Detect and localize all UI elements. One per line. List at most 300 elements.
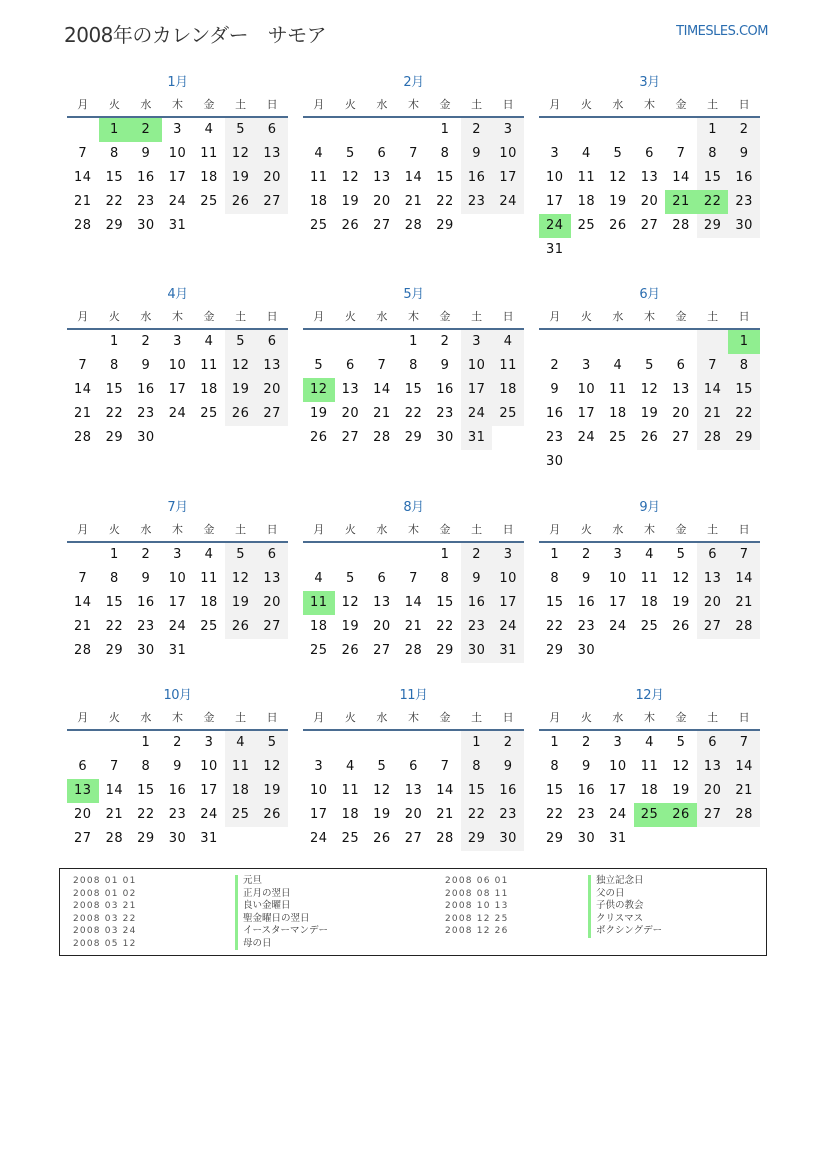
holiday-date: 2008 12 26 <box>445 926 509 936</box>
day-grid <box>539 330 760 474</box>
day-cell: 24 <box>168 619 187 634</box>
weekday-label: 木 <box>171 310 183 323</box>
weekday-label: 金 <box>439 523 451 536</box>
day-cell: 4 <box>314 146 324 161</box>
day-cell: 4 <box>204 334 214 349</box>
day-cell: 14 <box>74 595 92 610</box>
weekday-label: 火 <box>580 711 592 724</box>
weekday-label: 月 <box>549 98 561 111</box>
empty-cell <box>335 118 367 142</box>
empty-cell <box>303 731 335 755</box>
month-name: 1月 <box>167 75 188 90</box>
day-cell: 11 <box>609 382 627 397</box>
weekday-header <box>539 94 760 118</box>
day-cell: 15 <box>137 783 155 798</box>
day-cell: 13 <box>697 567 729 591</box>
weekday-label: 木 <box>171 98 183 111</box>
day-cell: 10 <box>310 783 328 798</box>
empty-cell <box>461 214 493 238</box>
day-cell: 4 <box>645 735 654 750</box>
weekday-label: 木 <box>643 310 655 323</box>
empty-cell <box>256 639 288 663</box>
day-grid <box>67 330 288 450</box>
day-cell: 2 <box>141 547 151 562</box>
weekday-label: 水 <box>140 98 152 111</box>
day-cell: 23 <box>577 807 596 822</box>
empty-cell <box>634 450 666 474</box>
weekday-label: 日 <box>266 711 278 724</box>
weekday-label: 月 <box>313 310 325 323</box>
day-cell: 13 <box>640 170 659 185</box>
day-cell: 30 <box>436 430 454 445</box>
day-cell: 15 <box>697 166 729 190</box>
day-cell: 4 <box>492 330 524 354</box>
weekday-label: 土 <box>235 310 247 323</box>
weekday-label: 火 <box>580 98 592 111</box>
day-cell: 3 <box>613 547 623 562</box>
empty-cell <box>665 450 697 474</box>
weekday-label: 土 <box>235 711 247 724</box>
day-cell: 14 <box>74 382 92 397</box>
day-cell: 29 <box>105 643 124 658</box>
day-cell: 17 <box>310 807 328 822</box>
day-cell: 20 <box>672 406 690 421</box>
day-cell: 10 <box>168 358 187 373</box>
day-cell: 8 <box>550 759 560 774</box>
weekday-label: 水 <box>612 98 624 111</box>
empty-cell <box>398 731 430 755</box>
weekday-label: 水 <box>376 98 388 111</box>
day-cell: 19 <box>341 619 360 634</box>
weekday-label: 月 <box>77 98 89 111</box>
day-cell: 17 <box>492 166 524 190</box>
day-cell: 20 <box>697 591 729 615</box>
empty-cell <box>571 118 603 142</box>
day-cell: 17 <box>577 406 596 421</box>
day-cell: 26 <box>256 803 288 827</box>
weekday-header <box>67 707 288 731</box>
weekday-label: 土 <box>471 523 483 536</box>
empty-cell <box>571 330 603 354</box>
day-cell: 3 <box>173 334 182 349</box>
day-cell: 19 <box>341 194 360 209</box>
day-cell: 5 <box>225 543 257 567</box>
day-cell: 30 <box>137 643 155 658</box>
day-cell: 26 <box>609 218 627 233</box>
empty-cell <box>728 827 760 851</box>
empty-cell <box>571 238 603 262</box>
day-cell: 11 <box>310 170 328 185</box>
empty-cell <box>162 426 194 450</box>
day-cell: 30 <box>168 831 187 846</box>
weekday-label: 火 <box>108 711 120 724</box>
day-cell: 11 <box>492 354 524 378</box>
day-cell: 25 <box>225 803 257 827</box>
day-cell: 21 <box>105 807 124 822</box>
month-8 <box>303 497 524 663</box>
day-cell: 6 <box>697 731 729 755</box>
day-cell: 27 <box>697 803 729 827</box>
day-cell: 12 <box>225 354 257 378</box>
day-cell: 11 <box>200 571 218 586</box>
weekday-label: 土 <box>235 523 247 536</box>
empty-cell <box>193 426 225 450</box>
day-cell: 22 <box>404 406 423 421</box>
empty-cell <box>571 450 603 474</box>
day-cell: 1 <box>550 735 560 750</box>
day-cell: 6 <box>676 358 686 373</box>
day-cell: 15 <box>105 382 124 397</box>
day-cell: 2 <box>581 735 591 750</box>
holiday-list <box>59 868 767 956</box>
empty-cell <box>665 118 697 142</box>
day-cell: 21 <box>404 194 423 209</box>
day-cell: 30 <box>546 454 564 469</box>
holiday-name: 独立記念日 <box>588 875 662 888</box>
holiday-date-column <box>73 875 137 950</box>
weekday-label: 月 <box>313 98 325 111</box>
day-cell: 28 <box>74 430 92 445</box>
day-cell: 17 <box>168 382 187 397</box>
weekday-label: 日 <box>502 711 514 724</box>
day-cell: 20 <box>373 619 391 634</box>
empty-cell <box>492 214 524 238</box>
holiday-day-cell: 12 <box>303 378 335 402</box>
day-cell: 2 <box>728 118 760 142</box>
day-cell: 6 <box>78 759 88 774</box>
day-cell: 18 <box>200 595 218 610</box>
day-cell: 1 <box>409 334 418 349</box>
day-cell: 22 <box>436 619 454 634</box>
empty-cell <box>303 118 335 142</box>
day-cell: 13 <box>404 783 423 798</box>
day-cell: 26 <box>640 430 659 445</box>
day-cell: 30 <box>577 831 596 846</box>
empty-cell <box>398 118 430 142</box>
day-cell: 15 <box>728 378 760 402</box>
day-cell: 27 <box>341 430 360 445</box>
weekday-header <box>539 519 760 543</box>
empty-cell <box>634 330 666 354</box>
day-cell: 24 <box>200 807 218 822</box>
weekday-label: 月 <box>77 711 89 724</box>
day-cell: 18 <box>640 783 659 798</box>
day-cell: 16 <box>461 166 493 190</box>
day-cell: 21 <box>697 402 729 426</box>
weekday-label: 金 <box>675 310 687 323</box>
day-cell: 4 <box>645 547 654 562</box>
empty-cell <box>256 827 288 851</box>
day-cell: 2 <box>141 334 151 349</box>
empty-cell <box>539 118 571 142</box>
weekday-label: 水 <box>612 310 624 323</box>
holiday-date: 2008 10 13 <box>445 901 509 911</box>
day-cell: 27 <box>256 615 288 639</box>
day-cell: 29 <box>546 643 564 658</box>
empty-cell <box>665 639 697 663</box>
day-cell: 10 <box>200 759 218 774</box>
day-cell: 30 <box>137 218 155 233</box>
day-cell: 20 <box>256 591 288 615</box>
weekday-label: 日 <box>738 523 750 536</box>
day-cell: 17 <box>168 170 187 185</box>
day-cell: 8 <box>440 571 450 586</box>
day-cell: 27 <box>74 831 92 846</box>
weekday-label: 木 <box>171 711 183 724</box>
empty-cell <box>602 238 634 262</box>
day-cell: 10 <box>609 759 627 774</box>
day-cell: 25 <box>310 218 328 233</box>
day-cell: 5 <box>314 358 324 373</box>
day-cell: 19 <box>225 166 257 190</box>
day-cell: 2 <box>492 731 524 755</box>
day-cell: 31 <box>200 831 218 846</box>
day-cell: 23 <box>137 194 155 209</box>
day-cell: 29 <box>436 218 454 233</box>
day-cell: 12 <box>225 567 257 591</box>
empty-cell <box>602 118 634 142</box>
day-cell: 26 <box>341 218 360 233</box>
day-grid <box>539 731 760 851</box>
month-1 <box>67 72 288 238</box>
holiday-date: 2008 01 01 <box>73 876 137 886</box>
day-cell: 14 <box>105 783 124 798</box>
site-logo[interactable]: TIMESLES.COM <box>676 24 768 39</box>
day-cell: 29 <box>404 430 423 445</box>
day-cell: 1 <box>550 547 560 562</box>
day-cell: 12 <box>672 571 690 586</box>
day-cell: 21 <box>728 591 760 615</box>
month-name: 11月 <box>399 688 428 703</box>
day-cell: 25 <box>200 406 218 421</box>
weekday-header <box>303 519 524 543</box>
holiday-name: ボクシングデー <box>588 925 662 938</box>
day-cell: 14 <box>404 170 423 185</box>
weekday-label: 金 <box>203 523 215 536</box>
day-cell: 21 <box>74 406 92 421</box>
day-cell: 25 <box>200 194 218 209</box>
day-cell: 15 <box>105 170 124 185</box>
day-cell: 29 <box>436 643 454 658</box>
day-cell: 16 <box>492 779 524 803</box>
day-cell: 28 <box>74 218 92 233</box>
day-cell: 4 <box>314 571 324 586</box>
weekday-label: 木 <box>643 523 655 536</box>
day-cell: 22 <box>546 807 564 822</box>
day-cell: 18 <box>200 382 218 397</box>
holiday-name: イースターマンデー <box>235 925 328 938</box>
holiday-day-cell: 25 <box>634 803 666 827</box>
day-cell: 17 <box>461 378 493 402</box>
day-cell: 25 <box>200 619 218 634</box>
day-cell: 16 <box>577 595 596 610</box>
empty-cell <box>67 543 99 567</box>
day-cell: 30 <box>492 827 524 851</box>
day-cell: 6 <box>697 543 729 567</box>
day-cell: 23 <box>137 406 155 421</box>
empty-cell <box>256 426 288 450</box>
day-cell: 3 <box>204 735 214 750</box>
day-cell: 10 <box>546 170 564 185</box>
holiday-name: 父の日 <box>588 888 662 901</box>
day-cell: 18 <box>310 619 328 634</box>
day-cell: 21 <box>74 194 92 209</box>
day-cell: 16 <box>546 406 564 421</box>
day-cell: 10 <box>461 354 493 378</box>
day-cell: 10 <box>577 382 596 397</box>
day-cell: 12 <box>672 759 690 774</box>
weekday-label: 水 <box>612 523 624 536</box>
day-grid <box>303 543 524 663</box>
holiday-day-cell: 22 <box>697 190 729 214</box>
holiday-day-cell: 24 <box>539 214 571 238</box>
day-cell: 26 <box>225 402 257 426</box>
empty-cell <box>634 827 666 851</box>
day-cell: 5 <box>256 731 288 755</box>
day-cell: 3 <box>314 759 324 774</box>
day-cell: 28 <box>373 430 391 445</box>
day-cell: 5 <box>225 330 257 354</box>
weekday-label: 金 <box>439 310 451 323</box>
day-cell: 23 <box>436 406 454 421</box>
day-cell: 9 <box>440 358 450 373</box>
day-cell: 8 <box>109 146 119 161</box>
day-cell: 16 <box>137 595 155 610</box>
day-grid <box>67 543 288 663</box>
day-cell: 4 <box>225 731 257 755</box>
day-cell: 15 <box>436 595 454 610</box>
day-cell: 14 <box>672 170 690 185</box>
day-cell: 4 <box>613 358 623 373</box>
empty-cell <box>225 639 257 663</box>
month-10 <box>67 685 288 851</box>
month-12 <box>539 685 760 851</box>
weekday-label: 木 <box>643 98 655 111</box>
day-cell: 15 <box>436 170 454 185</box>
day-cell: 4 <box>204 122 214 137</box>
day-cell: 24 <box>609 807 627 822</box>
day-cell: 7 <box>697 354 729 378</box>
day-cell: 21 <box>74 619 92 634</box>
day-cell: 26 <box>672 619 690 634</box>
day-cell: 16 <box>436 382 454 397</box>
day-cell: 16 <box>461 591 493 615</box>
holiday-name: 母の日 <box>235 938 328 951</box>
day-cell: 12 <box>341 170 360 185</box>
day-cell: 12 <box>609 170 627 185</box>
day-cell: 29 <box>137 831 155 846</box>
day-cell: 5 <box>225 118 257 142</box>
day-cell: 6 <box>256 330 288 354</box>
day-cell: 8 <box>550 571 560 586</box>
day-cell: 3 <box>461 330 493 354</box>
day-cell: 21 <box>436 807 454 822</box>
day-cell: 8 <box>461 755 493 779</box>
empty-cell <box>303 330 335 354</box>
day-cell: 17 <box>200 783 218 798</box>
day-cell: 9 <box>581 571 591 586</box>
empty-cell <box>99 731 131 755</box>
holiday-name-column <box>235 875 328 950</box>
holiday-day-cell: 1 <box>728 330 760 354</box>
day-cell: 7 <box>409 146 418 161</box>
day-cell: 8 <box>409 358 418 373</box>
weekday-label: 日 <box>502 98 514 111</box>
day-cell: 14 <box>74 170 92 185</box>
day-cell: 3 <box>173 122 182 137</box>
day-cell: 1 <box>461 731 493 755</box>
day-cell: 11 <box>577 170 596 185</box>
day-cell: 23 <box>461 615 493 639</box>
day-cell: 26 <box>225 615 257 639</box>
day-cell: 24 <box>492 615 524 639</box>
empty-cell <box>634 639 666 663</box>
day-cell: 10 <box>609 571 627 586</box>
day-cell: 10 <box>492 567 524 591</box>
day-cell: 7 <box>78 571 88 586</box>
month-6 <box>539 284 760 474</box>
day-cell: 16 <box>577 783 596 798</box>
day-cell: 2 <box>581 547 591 562</box>
day-cell: 20 <box>697 779 729 803</box>
day-cell: 18 <box>609 406 627 421</box>
empty-cell <box>225 827 257 851</box>
day-grid <box>67 118 288 238</box>
day-cell: 21 <box>728 779 760 803</box>
empty-cell <box>398 543 430 567</box>
day-cell: 22 <box>105 194 124 209</box>
holiday-name: 聖金曜日の翌日 <box>235 913 328 926</box>
day-cell: 10 <box>492 142 524 166</box>
day-cell: 31 <box>609 831 627 846</box>
day-cell: 19 <box>225 591 257 615</box>
month-name: 6月 <box>639 287 660 302</box>
holiday-day-cell: 21 <box>665 190 697 214</box>
day-cell: 20 <box>256 378 288 402</box>
day-cell: 23 <box>492 803 524 827</box>
day-cell: 9 <box>141 146 151 161</box>
weekday-label: 月 <box>313 711 325 724</box>
day-cell: 1 <box>440 547 450 562</box>
day-cell: 8 <box>109 358 119 373</box>
day-grid <box>303 731 524 851</box>
weekday-label: 水 <box>140 310 152 323</box>
month-name: 10月 <box>163 688 192 703</box>
day-cell: 15 <box>546 783 564 798</box>
day-cell: 25 <box>577 218 596 233</box>
weekday-label: 水 <box>376 310 388 323</box>
weekday-header <box>303 707 524 731</box>
day-cell: 7 <box>728 543 760 567</box>
day-cell: 21 <box>373 406 391 421</box>
month-4 <box>67 284 288 450</box>
day-cell: 23 <box>137 619 155 634</box>
day-cell: 3 <box>613 735 623 750</box>
weekday-label: 金 <box>203 98 215 111</box>
day-cell: 20 <box>74 807 92 822</box>
weekday-label: 日 <box>266 310 278 323</box>
weekday-label: 日 <box>738 711 750 724</box>
holiday-date: 2008 01 02 <box>73 888 137 899</box>
empty-cell <box>225 426 257 450</box>
day-cell: 18 <box>577 194 596 209</box>
empty-cell <box>366 118 398 142</box>
day-cell: 28 <box>728 615 760 639</box>
empty-cell <box>634 118 666 142</box>
day-cell: 7 <box>78 146 88 161</box>
holiday-day-cell: 13 <box>67 779 99 803</box>
weekday-label: 水 <box>140 523 152 536</box>
